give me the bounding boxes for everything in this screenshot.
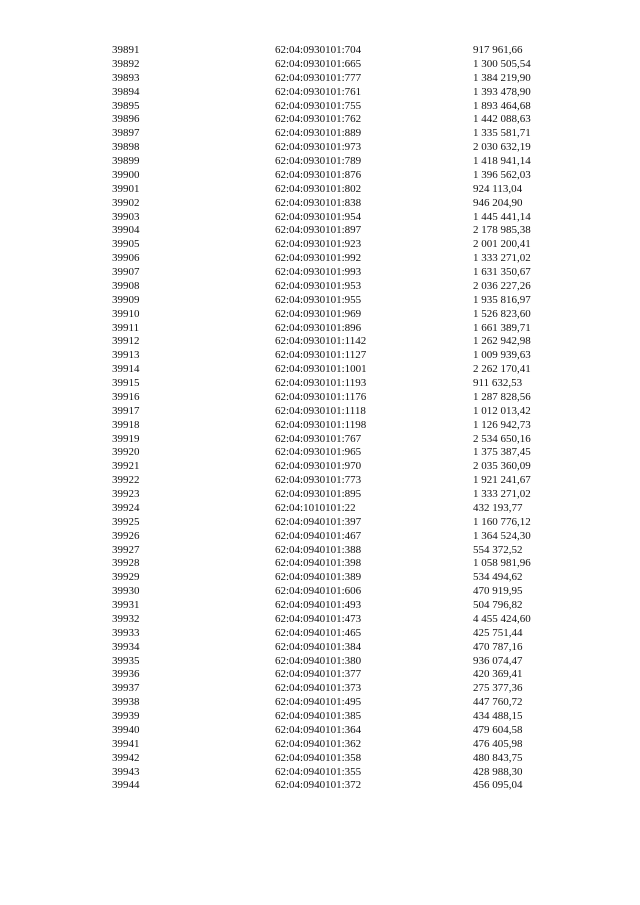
row-number: 39901 [112,182,140,195]
row-number: 39924 [112,501,140,514]
table-row [0,294,640,308]
row-number: 39923 [112,488,140,500]
table-row [0,766,640,780]
cadastral-number: 62:04:0940101:606 [275,585,362,598]
cadastral-value: 946 204,90 [473,196,523,209]
table-row [0,557,640,571]
row-number: 39941 [112,737,140,750]
row-number: 39940 [112,723,140,736]
cadastral-value: 1 126 942,73 [473,418,531,431]
cadastral-number: 62:04:0930101:704 [275,44,362,56]
cadastral-value: 2 001 200,41 [473,238,531,251]
cadastral-number: 62:04:0930101:1127 [275,349,367,362]
table-row [0,280,640,294]
cadastral-number: 62:04:1010101:22 [275,501,356,514]
row-number: 39916 [112,390,140,403]
cadastral-number: 62:04:0940101:373 [275,682,362,695]
table-row [0,446,640,460]
row-number: 39905 [112,238,140,251]
table-row [0,682,640,696]
cadastral-number: 62:04:0940101:397 [275,515,362,528]
table-row [0,86,640,100]
cadastral-value: 476 405,98 [473,737,523,750]
cadastral-value: 911 632,53 [473,377,523,389]
cadastral-value: 1 262 942,98 [473,335,531,348]
table-row [0,419,640,433]
cadastral-value: 1 893 464,68 [473,99,531,112]
row-number: 39911 [112,321,140,334]
row-number: 39897 [112,127,140,140]
table-row [0,641,640,655]
cadastral-value: 1 921 241,67 [473,474,531,487]
table-row [0,58,640,72]
row-number: 39925 [112,515,140,528]
table-row [0,127,640,141]
row-number: 39932 [112,612,140,625]
row-number: 39893 [112,71,140,84]
cadastral-number: 62:04:0930101:1176 [275,390,367,403]
table-row [0,363,640,377]
table-row [0,405,640,419]
cadastral-number: 62:04:0930101:761 [275,85,362,98]
table-row [0,530,640,544]
row-number: 39913 [112,349,140,362]
row-number: 39914 [112,363,140,376]
cadastral-value: 1 631 350,67 [473,266,531,278]
row-number: 39910 [112,307,140,320]
cadastral-number: 62:04:0930101:923 [275,238,362,251]
table-row [0,460,640,474]
cadastral-value: 1 058 981,96 [473,557,531,570]
cadastral-value: 1 442 088,63 [473,113,531,126]
cadastral-number: 62:04:0930101:755 [275,99,362,112]
row-number: 39921 [112,460,140,473]
row-number: 39919 [112,432,140,445]
cadastral-number: 62:04:0940101:388 [275,543,362,556]
row-number: 39892 [112,57,140,70]
table-row [0,627,640,641]
cadastral-number: 62:04:0930101:773 [275,474,362,487]
cadastral-number: 62:04:0930101:896 [275,321,362,334]
cadastral-value: 447 760,72 [473,696,523,709]
cadastral-value: 2 035 360,09 [473,460,531,473]
cadastral-number: 62:04:0940101:495 [275,696,362,709]
row-number: 39896 [112,113,140,126]
row-number: 39900 [112,168,140,181]
cadastral-value: 1 393 478,90 [473,85,531,98]
cadastral-value: 1 661 389,71 [473,321,531,334]
row-number: 39898 [112,141,140,154]
row-number: 39894 [112,85,140,98]
row-number: 39908 [112,279,140,292]
table-row [0,308,640,322]
cadastral-value: 1 935 816,97 [473,293,531,306]
cadastral-value: 470 787,16 [473,640,523,653]
row-number: 39907 [112,266,140,278]
table-row [0,655,640,669]
cadastral-number: 62:04:0930101:953 [275,279,362,292]
table-row [0,224,640,238]
table-row [0,752,640,766]
cadastral-value: 1 287 828,56 [473,390,531,403]
cadastral-value: 1 009 939,63 [473,349,531,362]
table-row [0,100,640,114]
row-number: 39895 [112,99,140,112]
cadastral-number: 62:04:0930101:992 [275,252,362,265]
table-row [0,613,640,627]
row-number: 39920 [112,446,140,459]
cadastral-number: 62:04:0930101:955 [275,293,362,306]
cadastral-number: 62:04:0940101:384 [275,640,362,653]
row-number: 39930 [112,585,140,598]
cadastral-number: 62:04:0930101:965 [275,446,362,459]
row-number: 39909 [112,293,140,306]
cadastral-number: 62:04:0930101:876 [275,168,362,181]
row-number: 39891 [112,44,140,56]
cadastral-number: 62:04:0930101:1198 [275,418,367,431]
cadastral-number: 62:04:0940101:364 [275,723,362,736]
cadastral-number: 62:04:0930101:1142 [275,335,367,348]
cadastral-value: 420 369,41 [473,668,523,681]
table-row [0,238,640,252]
row-number: 39938 [112,696,140,709]
table-row [0,197,640,211]
cadastral-number: 62:04:0940101:385 [275,710,362,722]
table-row [0,72,640,86]
cadastral-number: 62:04:0940101:355 [275,765,362,778]
row-number: 39903 [112,210,140,223]
row-number: 39931 [112,599,140,611]
row-number: 39906 [112,252,140,265]
cadastral-number: 62:04:0930101:665 [275,57,362,70]
cadastral-value: 534 494,62 [473,571,523,584]
cadastral-value: 504 796,82 [473,599,523,611]
row-number: 39943 [112,765,140,778]
cadastral-number: 62:04:0940101:362 [275,737,362,750]
cadastral-number: 62:04:0930101:1193 [275,377,367,389]
row-number: 39926 [112,529,140,542]
table-row [0,585,640,599]
cadastral-value: 924 113,04 [473,182,523,195]
table-row [0,113,640,127]
cadastral-number: 62:04:0940101:467 [275,529,362,542]
cadastral-value: 1 445 441,14 [473,210,531,223]
cadastral-number: 62:04:0930101:762 [275,113,362,126]
cadastral-value: 425 751,44 [473,626,523,639]
row-number: 39933 [112,626,140,639]
cadastral-value: 434 488,15 [473,710,523,722]
cadastral-number: 62:04:0930101:789 [275,155,362,167]
table-row [0,349,640,363]
cadastral-number: 62:04:0930101:954 [275,210,362,223]
table-row [0,668,640,682]
row-number: 39944 [112,779,140,792]
table-row [0,322,640,336]
cadastral-number: 62:04:0930101:895 [275,488,362,500]
cadastral-value: 2 178 985,38 [473,224,531,237]
cadastral-number: 62:04:0930101:838 [275,196,362,209]
cadastral-value: 1 364 524,30 [473,529,531,542]
cadastral-value: 2 534 650,16 [473,432,531,445]
cadastral-value: 1 333 271,02 [473,252,531,265]
cadastral-number: 62:04:0940101:493 [275,599,362,611]
cadastral-number: 62:04:0940101:372 [275,779,362,792]
table-row [0,391,640,405]
cadastral-value: 2 036 227,26 [473,279,531,292]
row-number: 39929 [112,571,140,584]
cadastral-value: 479 604,58 [473,723,523,736]
table-row [0,738,640,752]
cadastral-number: 62:04:0930101:777 [275,71,362,84]
cadastral-number: 62:04:0940101:465 [275,626,362,639]
cadastral-value: 432 193,77 [473,501,523,514]
table-row [0,696,640,710]
cadastral-value: 936 074,47 [473,654,523,667]
cadastral-value: 917 961,66 [473,44,523,56]
table-row [0,183,640,197]
table-row [0,169,640,183]
row-number: 39928 [112,557,140,570]
table-row [0,724,640,738]
row-number: 39939 [112,710,140,722]
cadastral-value: 480 843,75 [473,751,523,764]
cadastral-number: 62:04:0930101:973 [275,141,362,154]
cadastral-number: 62:04:0930101:970 [275,460,362,473]
table-row [0,571,640,585]
cadastral-value: 554 372,52 [473,543,523,556]
cadastral-number: 62:04:0930101:1118 [275,404,366,417]
cadastral-number: 62:04:0940101:389 [275,571,362,584]
table-row [0,599,640,613]
row-number: 39936 [112,668,140,681]
cadastral-number: 62:04:0940101:358 [275,751,362,764]
row-number: 39918 [112,418,140,431]
cadastral-number: 62:04:0940101:398 [275,557,362,570]
cadastral-number: 62:04:0930101:897 [275,224,362,237]
row-number: 39935 [112,654,140,667]
cadastral-number: 62:04:0940101:473 [275,612,362,625]
row-number: 39927 [112,543,140,556]
cadastral-value: 1 333 271,02 [473,488,531,500]
cadastral-value: 1 012 013,42 [473,404,531,417]
table-row [0,502,640,516]
cadastral-value: 4 455 424,60 [473,612,531,625]
table-row [0,141,640,155]
cadastral-number: 62:04:0930101:802 [275,182,362,195]
cadastral-number: 62:04:0940101:377 [275,668,362,681]
cadastral-number: 62:04:0930101:993 [275,266,362,278]
table-row [0,335,640,349]
row-number: 39942 [112,751,140,764]
table-row [0,211,640,225]
row-number: 39912 [112,335,140,348]
row-number: 39922 [112,474,140,487]
table-row [0,44,640,58]
table-row [0,252,640,266]
row-number: 39937 [112,682,140,695]
table-row [0,516,640,530]
cadastral-number: 62:04:0930101:767 [275,432,362,445]
cadastral-number: 62:04:0930101:889 [275,127,362,140]
row-number: 39902 [112,196,140,209]
cadastral-value: 428 988,30 [473,765,523,778]
cadastral-value: 275 377,36 [473,682,523,695]
table-row [0,155,640,169]
table-row [0,710,640,724]
cadastral-value: 1 375 387,45 [473,446,531,459]
table-row [0,377,640,391]
cadastral-value: 1 418 941,14 [473,155,531,167]
table-row [0,779,640,793]
cadastral-value: 1 300 505,54 [473,57,531,70]
cadastral-value: 2 262 170,41 [473,363,531,376]
cadastral-value: 456 095,04 [473,779,523,792]
cadastral-value-table [0,44,640,793]
table-row [0,488,640,502]
cadastral-value: 2 030 632,19 [473,141,531,154]
row-number: 39934 [112,640,140,653]
cadastral-value: 1 335 581,71 [473,127,531,140]
cadastral-value: 1 384 219,90 [473,71,531,84]
table-row [0,544,640,558]
row-number: 39899 [112,155,140,167]
cadastral-value: 470 919,95 [473,585,523,598]
row-number: 39917 [112,404,140,417]
cadastral-value: 1 526 823,60 [473,307,531,320]
table-row [0,266,640,280]
cadastral-value: 1 396 562,03 [473,168,531,181]
table-row [0,433,640,447]
cadastral-value: 1 160 776,12 [473,515,531,528]
row-number: 39915 [112,377,140,389]
row-number: 39904 [112,224,140,237]
cadastral-number: 62:04:0930101:969 [275,307,362,320]
cadastral-number: 62:04:0930101:1001 [275,363,367,376]
table-row [0,474,640,488]
cadastral-number: 62:04:0940101:380 [275,654,362,667]
